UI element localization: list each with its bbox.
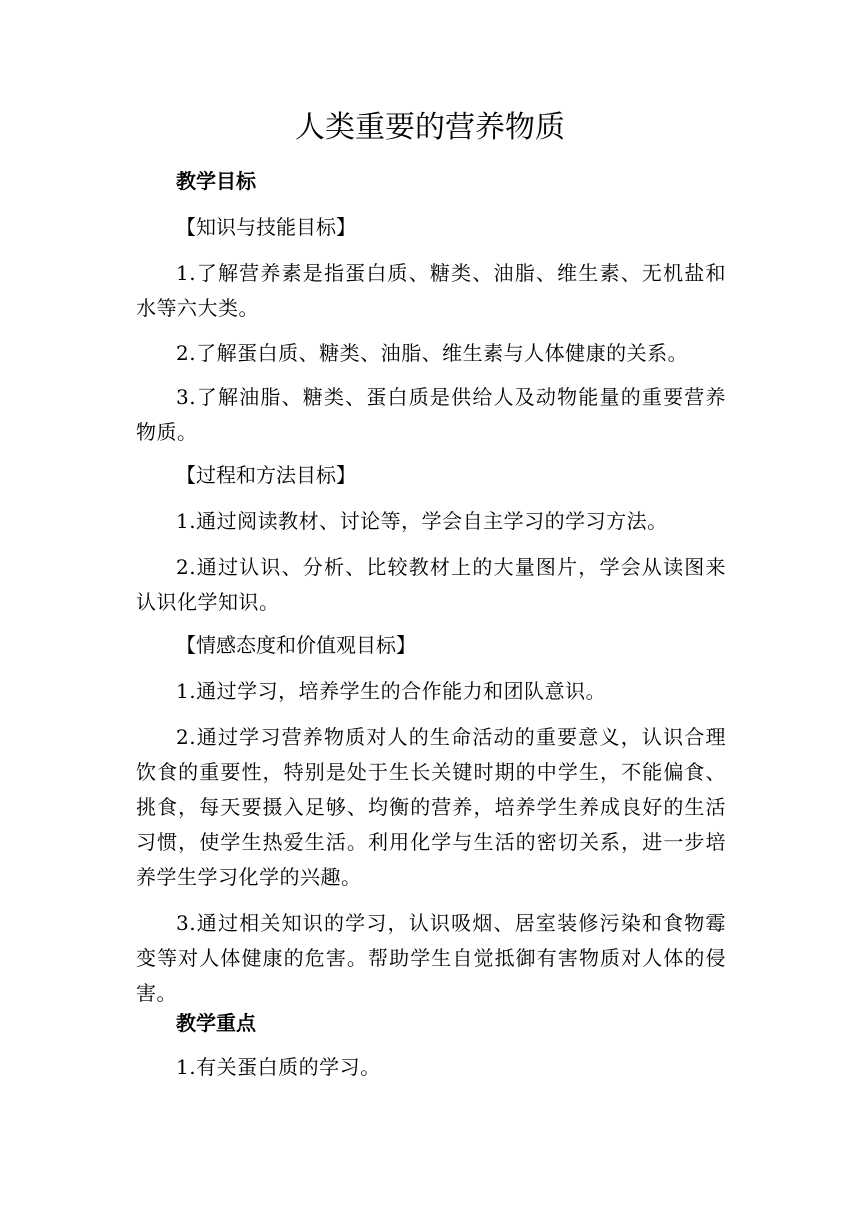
document-title: 人类重要的营养物质	[295, 110, 565, 145]
objective-item: 3.了解油脂、糖类、蛋白质是供给人及动物能量的重要营养物质。	[136, 385, 726, 444]
section-heading-objectives: 教学目标	[176, 169, 256, 193]
subheading-attitudes-values: 【情感态度和价值观目标】	[176, 633, 416, 657]
key-point-item: 1.有关蛋白质的学习。	[176, 1055, 381, 1079]
objective-item: 2.通过认识、分析、比较教材上的大量图片，学会从读图来认识化学知识。	[136, 555, 726, 614]
objective-item: 3.通过相关知识的学习，认识吸烟、居室装修污染和食物霉变等对人体健康的危害。帮助学生自觉抵御有害物质对人体的侵害。	[136, 911, 726, 1005]
subheading-knowledge-skills: 【知识与技能目标】	[176, 215, 356, 239]
objective-item: 2.通过学习营养物质对人的生命活动的重要意义，认识合理饮食的重要性，特别是处于生长关键时期的中学生，不能偏食、挑食，每天要摄入足够、均衡的营养，培养学生养成良好的生活习惯，使学生热爱生活。利用化学与生活的密切关系，进一步培养学生学习化学的兴趣。	[136, 725, 726, 889]
objective-item: 1.通过学习，培养学生的合作能力和团队意识。	[176, 679, 607, 703]
section-heading-key-points: 教学重点	[176, 1011, 256, 1035]
objective-item: 1.通过阅读教材、讨论等，学会自主学习的学习方法。	[176, 509, 668, 533]
objective-item: 2.了解蛋白质、糖类、油脂、维生素与人体健康的关系。	[176, 341, 689, 365]
objective-item: 1.了解营养素是指蛋白质、糖类、油脂、维生素、无机盐和水等六大类。	[136, 261, 726, 320]
subheading-process-methods: 【过程和方法目标】	[176, 463, 356, 487]
